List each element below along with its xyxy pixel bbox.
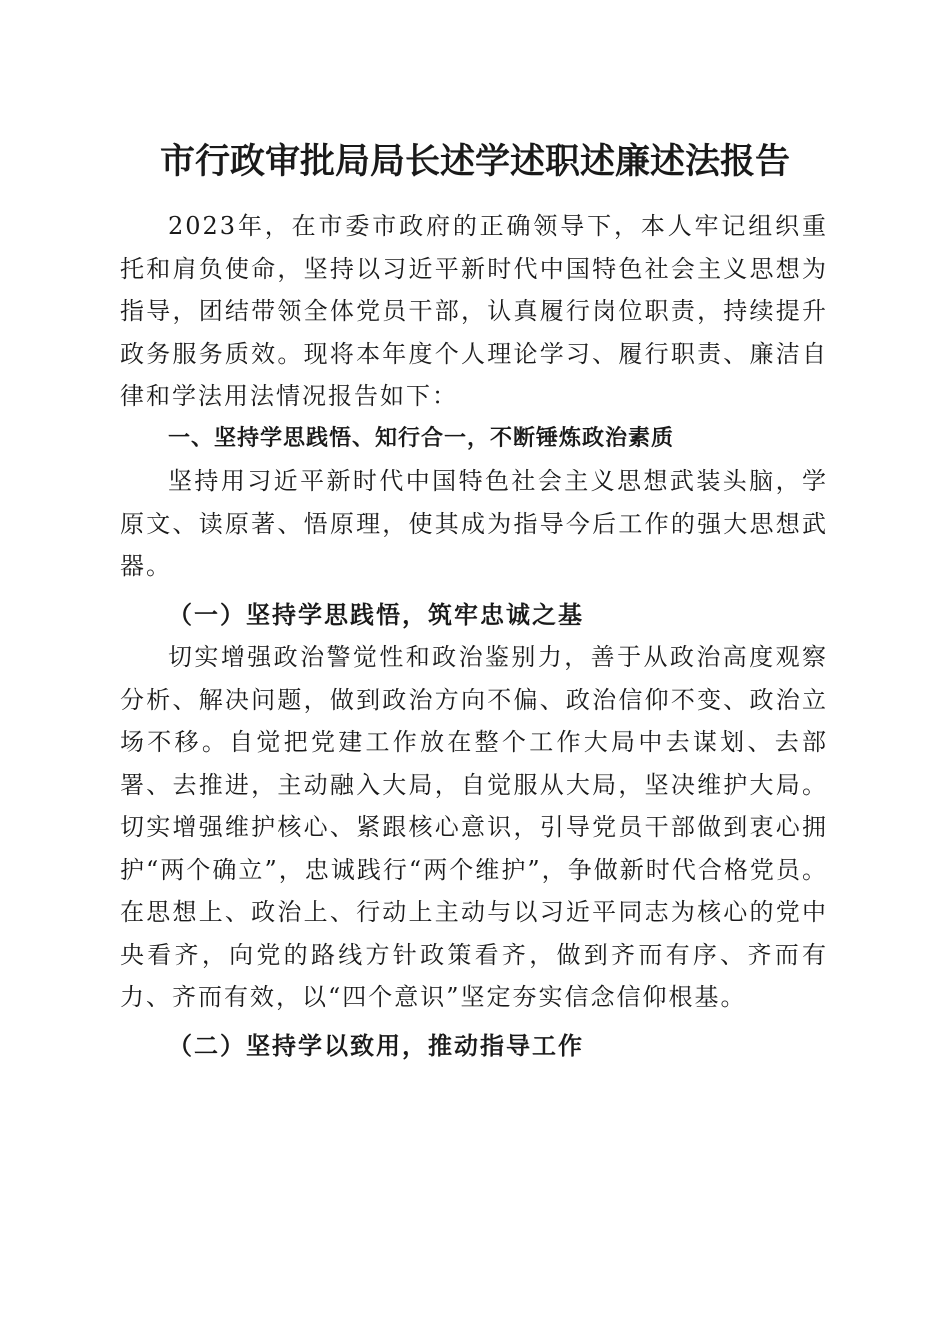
document-title: 市行政审批局局长述学述职述廉述法报告 xyxy=(159,141,790,182)
subsection-heading-2: （二）坚持学以致用，推动指导工作 xyxy=(168,1030,584,1060)
section-paragraph-1: 坚持用习近平新时代中国特色社会主义思想武装头脑，学原文、读原著、悟原理，使其成为指导今后工作的强大思想武器。 xyxy=(120,467,828,580)
subsection-heading-1: （一）坚持学思践悟，筑牢忠诚之基 xyxy=(168,599,584,629)
subsection-paragraph-1: 切实增强政治警觉性和政治鉴别力，善于从政治高度观察分析、解决问题，做到政治方向不偏、政治信仰不变、政治立场不移。自觉把党建工作放在整个工作大局中去谋划、去部署、去推进，主动融入大局，自觉服从大局，坚决维护大局。切实增强维护核心、紧跟核心意识，引导党员干部做到衷心拥护“两个确立”，忠诚践行“两个维护”，争做新时代合格党员。在思想上、政治上、行动上主动与以习近平同志为核心的党中央看齐，向党的路线方针政策看齐，做到齐而有序、齐而有力、齐而有效，以“四个意识”坚定夯实信念信仰根基。 xyxy=(120,643,828,1011)
document-body xyxy=(120,205,828,1067)
section-heading-1: 一、坚持学思践悟、知行合一，不断锤炼政治素质 xyxy=(168,425,675,451)
intro-paragraph: 2023年，在市委市政府的正确领导下，本人牢记组织重托和肩负使命，坚持以习近平新时代中国特色社会主义思想为指导，团结带领全体党员干部，认真履行岗位职责，持续提升政务服务质效。现将本年度个人理论学习、履行职责、廉洁自律和学法用法情况报告如下： xyxy=(120,212,828,410)
